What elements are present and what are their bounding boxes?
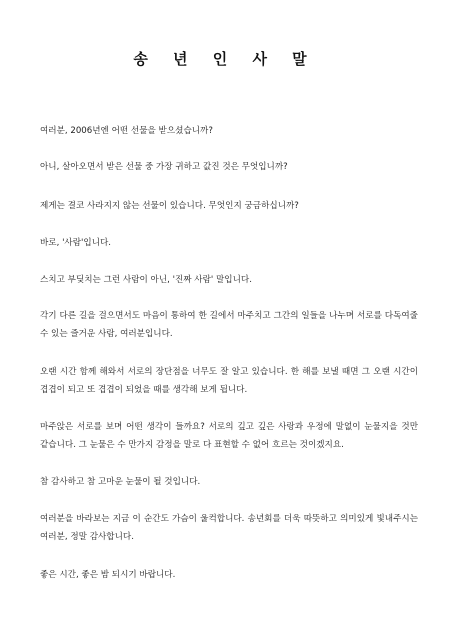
paragraph-1: 여러분, 2006년엔 어떤 선물을 받으셨습니까? — [40, 126, 213, 136]
paragraph-6: 각기 다른 길을 걸으면서도 마음이 통하여 한 길에서 마주치고 그간의 일들을 나누며 서로를 다독여줄 수 있는 즐거운 사람, 여러분입니다. — [40, 311, 418, 339]
paragraph-11: 좋은 시간, 좋은 밤 되시기 바랍니다. — [40, 570, 176, 580]
paragraph-2: 아니, 살아오면서 받은 선물 중 가장 귀하고 값진 것은 무엇입니까? — [40, 162, 288, 172]
paragraph-4: 바로, '사람'입니다. — [40, 238, 112, 248]
document-title: 송 년 인 사 말 — [133, 50, 317, 68]
paragraph-3: 제게는 결코 사라지지 않는 선물이 있습니다. 무엇인지 궁금하십니까? — [40, 201, 299, 211]
paragraph-10: 여러분을 바라보는 지금 이 순간도 가슴이 울컥합니다. 송년회를 더욱 따뜻하고 의미있게 빛내주시는 여러분, 정말 감사합니다. — [40, 514, 418, 542]
paragraph-7: 오랜 시간 함께 해와서 서로의 장단점을 너무도 잘 알고 있습니다. 한 해를 보낼 때면 그 오랜 시간이 겹겹이 되고 또 겹겹이 되었을 때를 생각해 보게 됩니다. — [40, 367, 418, 395]
paragraph-5: 스치고 부딪치는 그런 사람이 아닌, '진짜 사람' 말입니다. — [40, 275, 252, 285]
paragraph-8: 마주앉은 서로를 보며 어떤 생각이 들까요? 서로의 깊고 깊은 사랑과 우정에 말없이 눈물지을 것만 같습니다. 그 눈물은 수 만가지 감정을 말로 다 표현할 수 없어 흐르는 것이겠지요. — [40, 422, 418, 450]
paragraph-9: 참 감사하고 참 고마운 눈물이 될 것입니다. — [40, 477, 201, 487]
